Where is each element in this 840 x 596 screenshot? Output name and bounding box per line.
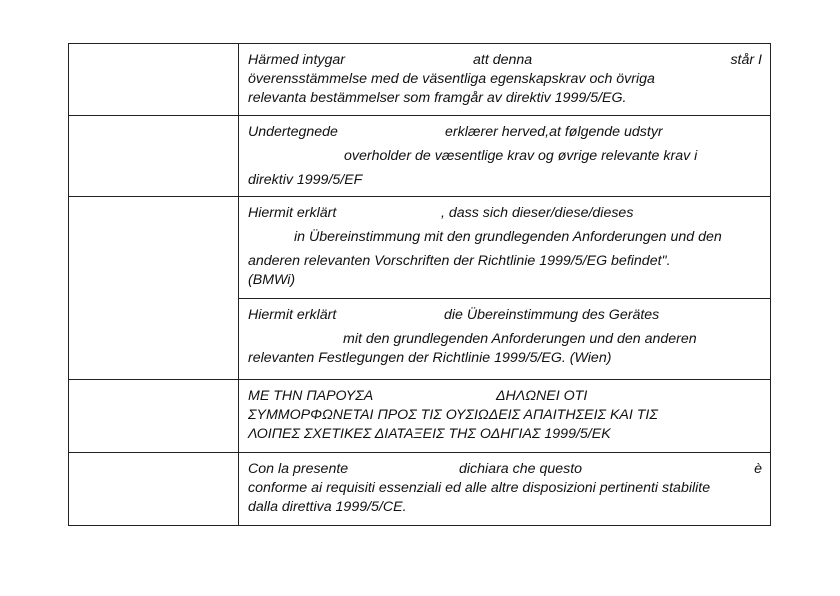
text-segment: Hiermit erklärt bbox=[248, 307, 337, 323]
text-segment: dichiara che questo bbox=[459, 461, 583, 477]
text-line: in Übereinstimmung mit den grundlegenden Anforderungen und den bbox=[294, 229, 722, 245]
declaration-table bbox=[68, 43, 771, 526]
text-segment: die Übereinstimmung des Gerätes bbox=[444, 307, 660, 323]
text-segment: erklærer herved,at følgende udstyr bbox=[445, 124, 663, 140]
language-cell bbox=[69, 380, 239, 453]
text-segment: står I bbox=[730, 52, 762, 68]
text-line: conforme ai requisiti essenziali ed alle altre disposizioni pertinenti stabilite bbox=[248, 480, 711, 496]
text-segment: ΔΗΛΩΝΕΙ ΟΤΙ bbox=[496, 388, 588, 404]
text-line: anderen relevanten Vorschriften der Richtlinie 1999/5/EG befindet". bbox=[248, 253, 671, 269]
text-line: ΛΟΙΠΕΣ ΣΧΕΤΙΚΕΣ ΔΙΑΤΑΞΕΙΣ ΤΗΣ ΟΔΗΓΙΑΣ 1999/5/ΕΚ bbox=[248, 426, 611, 442]
declaration-text-greek bbox=[239, 380, 771, 453]
text-line: dalla direttiva 1999/5/CE. bbox=[248, 499, 407, 515]
language-cell bbox=[69, 453, 239, 526]
declaration-row-greek bbox=[69, 380, 771, 453]
text-segment: Con la presente bbox=[248, 461, 349, 477]
text-segment: Härmed intygar bbox=[248, 52, 345, 68]
declaration-text-german-bmwi bbox=[239, 197, 771, 299]
text-line: ΣΥΜΜΟΡΦΩΝΕΤΑΙ ΠΡΟΣ ΤΙΣ ΟΥΣΙΩΔΕΙΣ ΑΠΑΙΤΗΣΕΙΣ ΚΑΙ ΤΙΣ bbox=[248, 407, 658, 423]
text-segment: , dass sich dieser/diese/dieses bbox=[441, 205, 634, 221]
text-segment: Undertegnede bbox=[248, 124, 338, 140]
text-segment: att denna bbox=[473, 52, 533, 68]
declaration-text-italian bbox=[239, 453, 771, 526]
text-line: överensstämmelse med de väsentliga egenskapskrav och övriga bbox=[248, 71, 655, 87]
text-line: (BMWi) bbox=[248, 272, 296, 288]
declaration-row-italian bbox=[69, 453, 771, 526]
language-cell bbox=[69, 197, 239, 380]
text-segment: è bbox=[754, 461, 762, 477]
text-line: relevanten Festlegungen der Richtlinie 1999/5/EG. (Wien) bbox=[248, 350, 612, 366]
language-cell bbox=[69, 44, 239, 116]
declaration-row-german-bmwi bbox=[69, 197, 771, 299]
declaration-text-danish bbox=[239, 116, 771, 197]
text-line: mit den grundlegenden Anforderungen und den anderen bbox=[343, 331, 697, 347]
declaration-row-danish bbox=[69, 116, 771, 197]
text-line: direktiv 1999/5/EF bbox=[248, 172, 363, 188]
text-segment: Hiermit erklärt bbox=[248, 205, 337, 221]
declaration-text-swedish bbox=[239, 44, 771, 116]
text-line: relevanta bestämmelser som framgår av direktiv 1999/5/EG. bbox=[248, 90, 627, 106]
text-line: overholder de væsentlige krav og øvrige relevante krav i bbox=[344, 148, 698, 164]
declaration-text-german-wien bbox=[239, 299, 771, 380]
declaration-row-swedish bbox=[69, 44, 771, 116]
text-segment: ΜΕ ΤΗΝ ΠΑΡΟΥΣΑ bbox=[248, 388, 374, 404]
language-cell bbox=[69, 116, 239, 197]
